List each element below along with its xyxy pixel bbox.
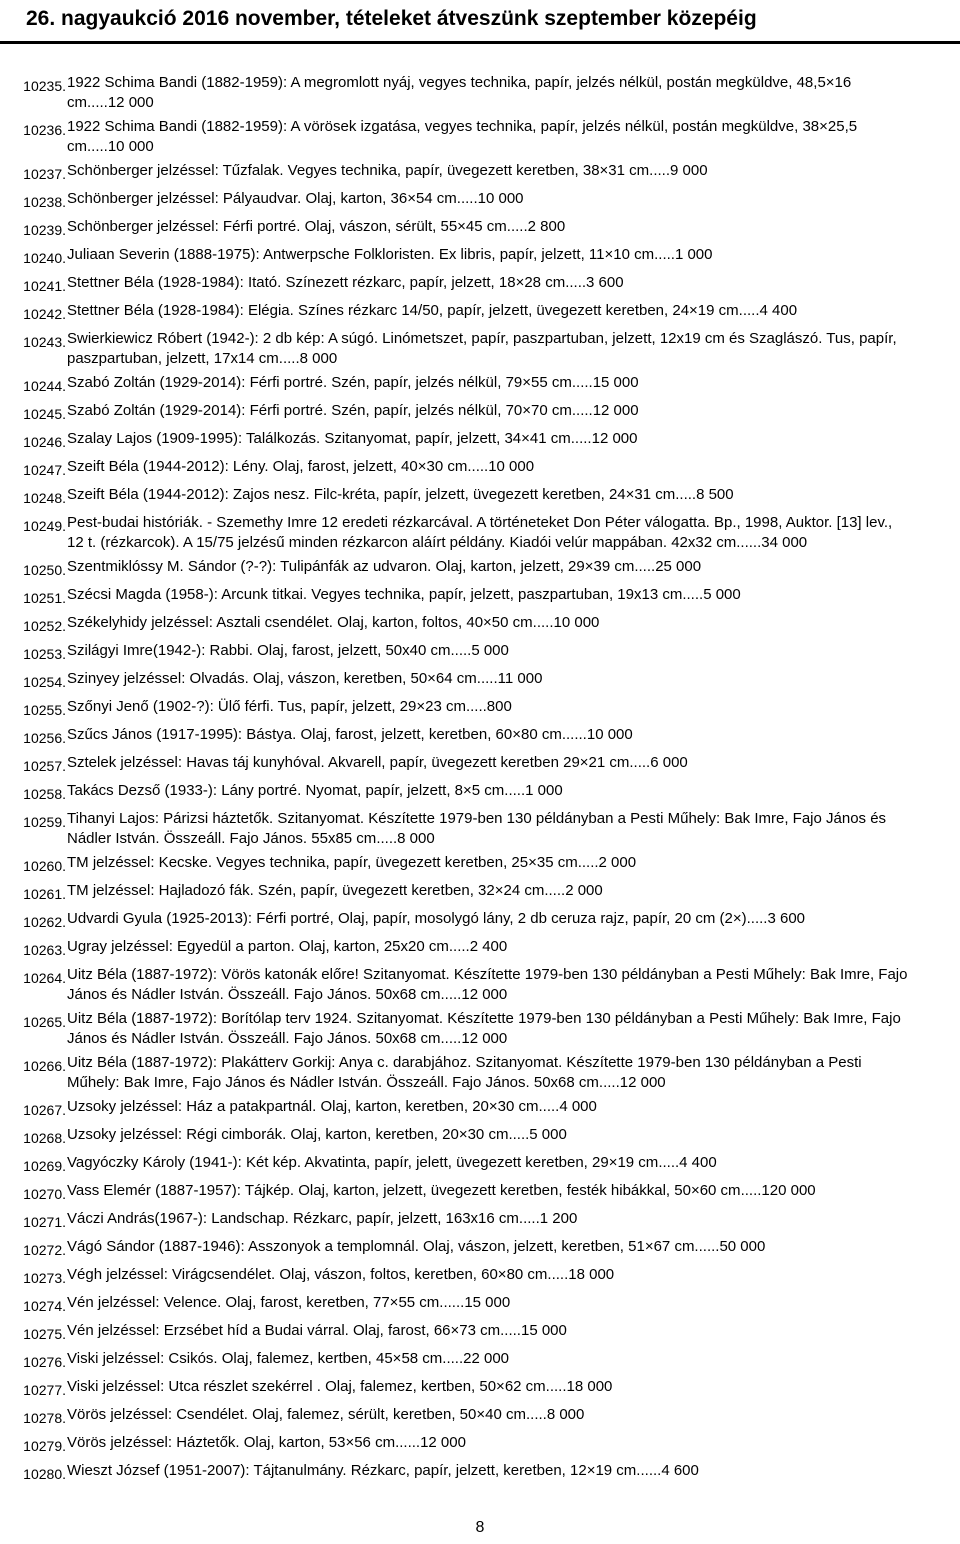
lot-price: 10 000 — [107, 137, 154, 155]
lot-entry — [0, 781, 960, 804]
lot-entry — [0, 1321, 960, 1344]
lot-price: 25 000 — [655, 558, 702, 575]
lot-price: 3 600 — [586, 274, 624, 291]
lot-description — [67, 781, 910, 801]
lot-description — [67, 613, 910, 633]
lot-entry — [0, 1153, 960, 1176]
lot-entry — [0, 373, 960, 396]
lot-price: 6 000 — [650, 754, 688, 771]
lot-number: 10241. — [23, 278, 66, 294]
dot-leader: ..... — [598, 1073, 620, 1091]
dot-leader: ..... — [504, 782, 526, 799]
dot-leader: ..... — [640, 1462, 662, 1479]
lot-entry — [0, 881, 960, 904]
lot-entry — [0, 513, 960, 552]
lot-text: Szőnyi Jenő (1902-?): Ülő férfi. Tus, papír, jelzett, 29×23 cm — [67, 698, 466, 715]
lot-number: 10258. — [23, 786, 66, 802]
lot-text: Tihanyi Lajos: Párizsi háztetők. Szitanyomat. Készítette 1979-ben 130 példányban a Pesti Műhely: Bak Imre, Fajo János és Nádler István. Összeáll. Fajo János. 55x85 cm — [67, 810, 887, 847]
lot-description — [67, 1461, 910, 1481]
dot-leader: ..... — [682, 586, 704, 603]
lot-number: 10235. — [23, 78, 66, 94]
page-number: 8 — [475, 1519, 485, 1536]
lot-description — [67, 881, 910, 901]
lot-number: 10255. — [23, 702, 66, 718]
lot-number: 10259. — [23, 814, 66, 830]
lot-text: Ugray jelzéssel: Egyedül a parton. Olaj, karton, 25x20 cm — [67, 938, 449, 955]
lot-entry — [0, 725, 960, 748]
lot-entry — [0, 117, 960, 156]
lot-number: 10261. — [23, 886, 66, 902]
lot-entry — [0, 965, 960, 1004]
lot-number: 10251. — [23, 590, 66, 606]
lot-description — [67, 485, 910, 505]
dot-leader: ..... — [518, 1210, 540, 1227]
lot-number: 10268. — [23, 1130, 66, 1146]
lot-number: 10257. — [23, 758, 66, 774]
lot-entry — [0, 245, 960, 268]
lot-price: 10 000 — [488, 458, 535, 475]
lot-description — [67, 937, 910, 957]
lot-price: 15 000 — [520, 1322, 567, 1339]
lot-text: Vörös jelzéssel: Háztetők. Olaj, karton, 53×56 cm. — [67, 1434, 400, 1451]
lot-list — [0, 73, 960, 1489]
dot-leader: ..... — [629, 754, 651, 771]
lot-number: 10256. — [23, 730, 66, 746]
lot-entry — [0, 1209, 960, 1232]
lot-text: Uitz Béla (1887-1972): Borítólap terv 1924. Szitanyomat. Készítette 1979-ben 130 példányban a Pesti Műhely: Bak Imre, Fajo János és Nádler István. Összeáll. Fajo János. 50x68 cm — [67, 1010, 901, 1047]
lot-description — [67, 457, 910, 477]
lot-number: 10270. — [23, 1186, 66, 1202]
lot-entry — [0, 753, 960, 776]
lot-entry — [0, 1377, 960, 1400]
lot-entry — [0, 301, 960, 324]
lot-price: 10 000 — [477, 190, 524, 207]
lot-price: 4 000 — [559, 1098, 597, 1115]
lot-text: Szeift Béla (1944-2012): Lény. Olaj, farost, jelzett, 40×30 cm — [67, 458, 468, 475]
dot-leader: ..... — [566, 726, 587, 743]
lot-description — [67, 301, 910, 321]
lot-text: Szentmiklóssy M. Sándor (?-?): Tulipánfák az udvaron. Olaj, karton, jelzett, 29×39 cm — [67, 558, 635, 575]
lot-entry — [0, 1265, 960, 1288]
lot-description — [67, 697, 910, 717]
lot-price: 10 000 — [586, 726, 633, 743]
lot-text: Schönberger jelzéssel: Pályaudvar. Olaj, karton, 36×54 cm — [67, 190, 457, 207]
lot-description — [67, 161, 910, 181]
lot-entry — [0, 557, 960, 580]
lot-text: Takács Dezső (1933-): Lány portré. Nyomat, papír, jelzett, 8×5 cm — [67, 782, 505, 799]
lot-text: Szabó Zoltán (1929-2014): Férfi portré. Szén, papír, jelzés nélkül, 79×55 cm — [67, 374, 572, 391]
lot-price: 8 000 — [299, 349, 338, 367]
dot-leader: ..... — [465, 698, 487, 715]
lot-description — [67, 1209, 910, 1229]
lot-entry — [0, 217, 960, 240]
lot-number: 10278. — [23, 1410, 66, 1426]
lot-description — [67, 1125, 910, 1145]
lot-entry — [0, 1053, 960, 1092]
lot-price: 1 200 — [539, 1210, 578, 1227]
lot-description — [67, 401, 910, 421]
lot-entry — [0, 669, 960, 692]
dot-leader: ..... — [654, 246, 675, 263]
lot-price: 4 600 — [661, 1462, 699, 1479]
lot-text: Viski jelzéssel: Utca részlet szekérrel . Olaj, falemez, kertben, 50×62 cm — [67, 1378, 546, 1395]
lot-price: 10 000 — [553, 614, 600, 631]
lot-price: 4 400 — [679, 1154, 717, 1171]
lot-entry — [0, 1009, 960, 1048]
lot-number: 10238. — [23, 194, 66, 210]
lot-text: Uitz Béla (1887-1972): Vörös katonák előre! Szitanyomat. Készítette 1979-ben 130 példányban a Pesti Műhely: Bak Imre, Fajo János és Nádler István. Összeáll. Fajo János. 50x68 cm — [67, 966, 908, 1003]
lot-number: 10264. — [23, 970, 66, 986]
lot-number: 10240. — [23, 250, 66, 266]
lot-text: Stettner Béla (1928-1984): Elégia. Színes rézkarc 14/50, papír, jelzett, üvegezett keretben, 24×19 cm — [67, 302, 739, 319]
lot-entry — [0, 809, 960, 848]
lot-number: 10246. — [23, 434, 66, 450]
lot-number: 10276. — [23, 1354, 66, 1370]
lot-price: 4 400 — [759, 302, 798, 319]
header-divider — [0, 41, 960, 44]
dot-leader: ..... — [376, 829, 398, 847]
lot-price: 8 000 — [546, 1406, 585, 1423]
lot-text: Vén jelzéssel: Velence. Olaj, farost, keretben, 77×55 cm. — [67, 1294, 444, 1311]
lot-number: 10239. — [23, 222, 66, 238]
lot-entry — [0, 485, 960, 508]
dot-leader: ..... — [649, 162, 671, 179]
dot-leader: ..... — [440, 985, 462, 1003]
lot-description — [67, 641, 910, 661]
lot-number: 10243. — [23, 334, 66, 350]
lot-description — [67, 669, 910, 689]
lot-description — [67, 909, 910, 929]
lot-entry — [0, 697, 960, 720]
dot-leader: ..... — [467, 458, 489, 475]
lot-text: Wieszt József (1951-2007): Tájtanulmány. Rézkarc, papír, jelzett, keretben, 12×19 cm. — [67, 1462, 641, 1479]
dot-leader: ..... — [508, 1126, 530, 1143]
dot-leader: ..... — [634, 558, 656, 575]
lot-price: 22 000 — [463, 1350, 510, 1367]
lot-description — [67, 1053, 910, 1092]
lot-description — [67, 809, 910, 848]
dot-leader: ..... — [571, 402, 593, 419]
dot-leader: ..... — [545, 1378, 567, 1395]
lot-description — [67, 513, 910, 552]
lot-text: Szeift Béla (1944-2012): Zajos nesz. Filc-kréta, papír, jelzett, üvegezett keretben, 24×31 cm — [67, 486, 676, 503]
lot-price: 800 — [486, 698, 512, 715]
lot-entry — [0, 1237, 960, 1260]
lot-number: 10267. — [23, 1102, 66, 1118]
lot-entry — [0, 329, 960, 368]
lot-number: 10247. — [23, 462, 66, 478]
lot-price: 15 000 — [592, 374, 639, 391]
lot-price: 120 000 — [761, 1182, 816, 1199]
lot-text: Sztelek jelzéssel: Havas táj kunyhóval. Akvarell, papír, üvegezett keretben 29×21 cm — [67, 754, 630, 771]
lot-description — [67, 557, 910, 577]
dot-leader: ..... — [698, 1238, 720, 1255]
dot-leader: ..... — [506, 218, 528, 235]
lot-description — [67, 965, 910, 1004]
lot-description — [67, 373, 910, 393]
lot-description — [67, 1237, 910, 1257]
lot-price: 2 000 — [598, 854, 637, 871]
lot-number: 10266. — [23, 1058, 66, 1074]
lot-entry — [0, 1349, 960, 1372]
lot-number: 10262. — [23, 914, 66, 930]
lot-text: Uzsoky jelzéssel: Régi cimborák. Olaj, karton, keretben, 20×30 cm — [67, 1126, 509, 1143]
lot-text: 1922 Schima Bandi (1882-1959): A vörösek izgatása, vegyes technika, papír, jelzés nélkül, postán megküldve, 38×25,5 cm — [67, 118, 858, 155]
lot-number: 10279. — [23, 1438, 66, 1454]
lot-text: Vén jelzéssel: Erzsébet híd a Budai várral. Olaj, farost, 66×73 cm — [67, 1322, 501, 1339]
lot-number: 10242. — [23, 306, 66, 322]
lot-number: 10273. — [23, 1270, 66, 1286]
lot-description — [67, 273, 910, 293]
lot-text: Vass Elemér (1887-1957): Tájkép. Olaj, karton, jelzett, üvegezett keretben, festék hibákkal, 50×60 cm — [67, 1182, 741, 1199]
lot-entry — [0, 1097, 960, 1120]
lot-description — [67, 853, 910, 873]
lot-description — [67, 245, 910, 265]
lot-number: 10275. — [23, 1326, 66, 1342]
lot-price: 8 500 — [696, 486, 734, 503]
lot-number: 10237. — [23, 166, 66, 182]
dot-leader: ..... — [525, 1406, 547, 1423]
dot-leader: ..... — [278, 349, 300, 367]
lot-description — [67, 1265, 910, 1285]
lot-price: 12 000 — [461, 1029, 508, 1047]
lot-price: 12 000 — [619, 1073, 666, 1091]
lot-text: Schönberger jelzéssel: Férfi portré. Olaj, vászon, sérült, 55×45 cm — [67, 218, 507, 235]
lot-entry — [0, 401, 960, 424]
lot-text: TM jelzéssel: Hajladozó fák. Szén, papír, üvegezett keretben, 32×24 cm — [67, 882, 545, 899]
lot-description — [67, 1377, 910, 1397]
lot-number: 10249. — [23, 518, 66, 534]
lot-entry — [0, 853, 960, 876]
dot-leader: ..... — [675, 486, 697, 503]
lot-text: Swierkiewicz Róbert (1942-): 2 db kép: A súgó. Linómetszet, papír, paszpartuban, jelzett, 12x19 cm és Szaglászó. Tus, papír, paszpartuban, jelzett, 17x14 cm — [67, 330, 897, 367]
lot-number: 10245. — [23, 406, 66, 422]
lot-number: 10253. — [23, 646, 66, 662]
lot-price: 1 000 — [525, 782, 563, 799]
lot-number: 10277. — [23, 1382, 66, 1398]
dot-leader: ..... — [500, 1322, 521, 1339]
lot-price: 11 000 — [497, 670, 543, 687]
lot-number: 10248. — [23, 490, 66, 506]
dot-leader: ..... — [450, 642, 472, 659]
dot-leader: ..... — [746, 910, 768, 927]
lot-text: Vörös jelzéssel: Csendélet. Olaj, falemez, sérült, keretben, 50×40 cm — [67, 1406, 526, 1423]
lot-description — [67, 1097, 910, 1117]
dot-leader: ..... — [577, 854, 599, 871]
lot-price: 5 000 — [703, 586, 741, 603]
lot-number: 10269. — [23, 1158, 66, 1174]
lot-price: 5 000 — [529, 1126, 567, 1143]
lot-text: Szécsi Magda (1958-): Arcunk titkai. Vegyes technika, papír, jelzett, paszpartuban, 19x13 cm — [67, 586, 683, 603]
dot-leader: ..... — [538, 1098, 560, 1115]
lot-entry — [0, 273, 960, 296]
lot-price: 12 000 — [107, 93, 154, 111]
lot-entry — [0, 189, 960, 212]
page-title: 26. nagyaukció 2016 november, tételeket átveszünk szeptember közepéig — [26, 7, 757, 30]
lot-entry — [0, 161, 960, 184]
lot-text: Udvardi Gyula (1925-2013): Férfi portré, Olaj, papír, mosolygó lány, 2 db ceruza rajz, papír, 20 cm (2×) — [67, 910, 747, 927]
lot-entry — [0, 1433, 960, 1456]
lot-text: Szűcs János (1917-1995): Bástya. Olaj, farost, jelzett, keretben, 60×80 cm. — [67, 726, 567, 743]
dot-leader: ..... — [442, 1350, 464, 1367]
lot-entry — [0, 613, 960, 636]
lot-number: 10236. — [23, 122, 66, 138]
lot-price: 8 000 — [397, 829, 435, 847]
lot-description — [67, 1349, 910, 1369]
lot-number: 10263. — [23, 942, 66, 958]
lot-price: 2 400 — [469, 938, 508, 955]
dot-leader: ..... — [476, 670, 498, 687]
lot-number: 10252. — [23, 618, 66, 634]
lot-text: Uitz Béla (1887-1972): Plakátterv Gorkij: Anya c. darabjához. Szitanyomat. Készítette 1979-ben 130 példányban a Pesti Műhely: Bak Imre, Fajo János és Nádler István. Összeáll. Fajo János. 50x68 cm — [67, 1054, 862, 1091]
lot-number: 10254. — [23, 674, 66, 690]
lot-description — [67, 1405, 910, 1425]
lot-entry — [0, 1461, 960, 1484]
lot-description — [67, 585, 910, 605]
dot-leader: ..... — [738, 302, 760, 319]
dot-leader: ..... — [448, 938, 470, 955]
lot-number: 10271. — [23, 1214, 66, 1230]
lot-entry — [0, 1293, 960, 1316]
dot-leader: ..... — [87, 137, 108, 155]
dot-leader: ..... — [399, 1434, 421, 1451]
lot-text: Vagyóczky Károly (1941-): Két kép. Akvatinta, papír, jelett, üvegezett keretben, 29×19 cm — [67, 1154, 659, 1171]
lot-text: Szabó Zoltán (1929-2014): Férfi portré. Szén, papír, jelzés nélkül, 70×70 cm — [67, 402, 572, 419]
dot-leader: ..... — [440, 1029, 462, 1047]
dot-leader: ..... — [740, 1182, 762, 1199]
lot-price: 2 800 — [527, 218, 566, 235]
lot-description — [67, 429, 910, 449]
lot-price: 50 000 — [719, 1238, 766, 1255]
lot-description — [67, 1153, 910, 1173]
lot-description — [67, 1009, 910, 1048]
lot-price: 12 000 — [592, 402, 639, 419]
lot-price: 3 600 — [767, 910, 806, 927]
dot-leader: ..... — [740, 533, 762, 551]
lot-entry — [0, 585, 960, 608]
lot-text: TM jelzéssel: Kecske. Vegyes technika, papír, üvegezett keretben, 25×35 cm — [67, 854, 578, 871]
lot-text: Viski jelzéssel: Csikós. Olaj, falemez, kertben, 45×58 cm — [67, 1350, 443, 1367]
lot-entry — [0, 937, 960, 960]
lot-description — [67, 1321, 910, 1341]
lot-text: Székelyhidy jelzéssel: Asztali csendélet. Olaj, karton, foltos, 40×50 cm — [67, 614, 533, 631]
dot-leader: ..... — [456, 190, 478, 207]
lot-number: 10250. — [23, 562, 66, 578]
lot-number: 10280. — [23, 1466, 66, 1482]
lot-description — [67, 753, 910, 773]
lot-text: Juliaan Severin (1888-1975): Antwerpsche Folkloristen. Ex libris, papír, jelzett, 11×10 cm — [67, 246, 655, 263]
lot-description — [67, 73, 910, 112]
lot-number: 10260. — [23, 858, 66, 874]
lot-number: 10272. — [23, 1242, 66, 1258]
lot-text: Schönberger jelzéssel: Tűzfalak. Vegyes technika, papír, üvegezett keretben, 38×31 cm — [67, 162, 650, 179]
lot-text: 1922 Schima Bandi (1882-1959): A megromlott nyáj, vegyes technika, papír, jelzés nélkül, postán megküldve, 48,5×16 cm — [67, 74, 852, 111]
lot-text: Uzsoky jelzéssel: Ház a patakpartnál. Olaj, karton, keretben, 20×30 cm — [67, 1098, 539, 1115]
lot-entry — [0, 73, 960, 112]
lot-text: Végh jelzéssel: Virágcsendélet. Olaj, vászon, foltos, keretben, 60×80 cm — [67, 1266, 548, 1283]
lot-price: 18 000 — [568, 1266, 615, 1283]
lot-text: Vágó Sándor (1887-1946): Asszonyok a templomnál. Olaj, vászon, jelzett, keretben, 51×67 cm. — [67, 1238, 699, 1255]
lot-text: Szinyey jelzéssel: Olvadás. Olaj, vászon, keretben, 50×64 cm — [67, 670, 477, 687]
lot-entry — [0, 1181, 960, 1204]
lot-description — [67, 217, 910, 237]
lot-entry — [0, 457, 960, 480]
lot-number: 10265. — [23, 1014, 66, 1030]
lot-price: 15 000 — [464, 1294, 511, 1311]
lot-description — [67, 189, 910, 209]
lot-description — [67, 329, 910, 368]
lot-number: 10274. — [23, 1298, 66, 1314]
lot-text: Szalay Lajos (1909-1995): Találkozás. Szitanyomat, papír, jelzett, 34×41 cm — [67, 430, 571, 447]
lot-price: 1 000 — [674, 246, 713, 263]
dot-leader: ..... — [571, 374, 593, 391]
dot-leader: ..... — [570, 430, 592, 447]
dot-leader: ..... — [443, 1294, 465, 1311]
lot-entry — [0, 1125, 960, 1148]
dot-leader: ..... — [87, 93, 108, 111]
dot-leader: ..... — [544, 882, 566, 899]
lot-description — [67, 1181, 910, 1201]
lot-price: 2 000 — [565, 882, 603, 899]
lot-entry — [0, 909, 960, 932]
lot-text: Stettner Béla (1928-1984): Itató. Színezett rézkarc, papír, jelzett, 18×28 cm — [67, 274, 566, 291]
lot-description — [67, 1293, 910, 1313]
dot-leader: ..... — [658, 1154, 680, 1171]
lot-text: Szilágyi Imre(1942-): Rabbi. Olaj, farost, jelzett, 50x40 cm — [67, 642, 451, 659]
lot-description — [67, 725, 910, 745]
lot-price: 12 000 — [420, 1434, 466, 1451]
lot-text: Váczi András(1967-): Landschap. Rézkarc, papír, jelzett, 163x16 cm — [67, 1210, 519, 1227]
lot-entry — [0, 641, 960, 664]
lot-price: 18 000 — [566, 1378, 613, 1395]
lot-entry — [0, 429, 960, 452]
lot-price: 9 000 — [670, 162, 708, 179]
lot-price: 12 000 — [591, 430, 638, 447]
lot-price: 5 000 — [471, 642, 509, 659]
dot-leader: ..... — [532, 614, 554, 631]
lot-number: 10244. — [23, 378, 66, 394]
dot-leader: ..... — [547, 1266, 569, 1283]
lot-price: 12 000 — [461, 985, 508, 1003]
page-header — [26, 4, 960, 34]
lot-price: 34 000 — [761, 533, 808, 551]
lot-description — [67, 1433, 910, 1453]
lot-text: Pest-budai históriák. - Szemethy Imre 12 eredeti rézkarcával. A történeteket Don Péter válogatta. Bp., 1998, Auktor. [13] lev., 12 t. (rézkarcok). A 15/75 jelzésű minden rézkarcon aláírt példány. Kiadói velúr mappában. 42x32 cm. — [67, 514, 893, 551]
lot-description — [67, 117, 910, 156]
lot-entry — [0, 1405, 960, 1428]
dot-leader: ..... — [565, 274, 587, 291]
